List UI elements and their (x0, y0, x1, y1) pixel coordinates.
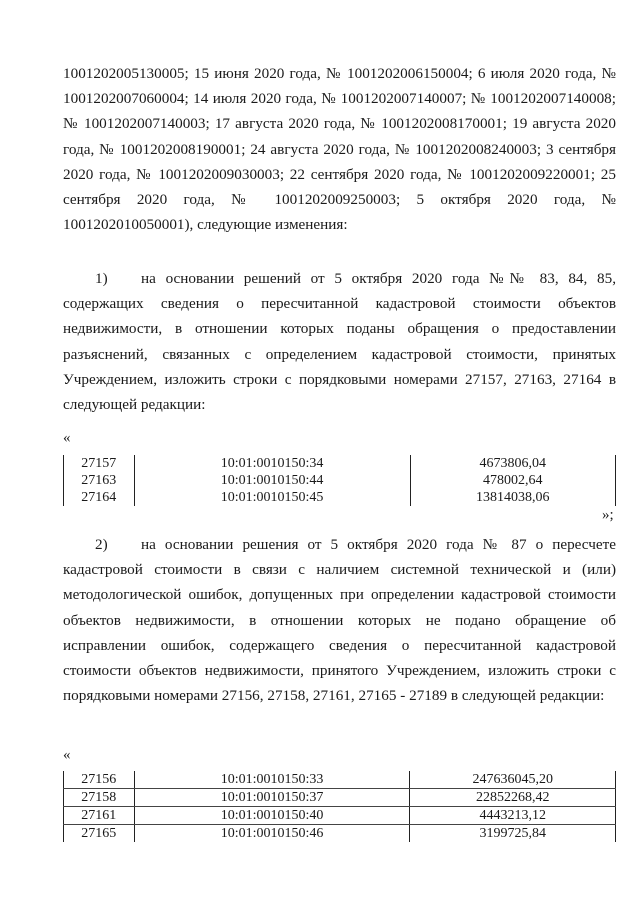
cadastral-number: 10:01:0010150:34 (134, 455, 410, 472)
table-row (64, 455, 616, 472)
item-2-number: 2) (95, 536, 108, 553)
table-row (64, 807, 616, 825)
item-1-paragraph (63, 266, 616, 417)
cadastral-value: 3199725,84 (410, 825, 616, 843)
row-number: 27165 (64, 825, 135, 843)
cadastral-table-2 (63, 771, 616, 842)
item-1-number: 1) (95, 270, 108, 287)
table-row (64, 489, 616, 506)
cadastral-value: 478002,64 (410, 472, 615, 489)
cadastral-number: 10:01:0010150:46 (134, 825, 410, 843)
cadastral-number: 10:01:0010150:37 (134, 789, 410, 807)
item-2-paragraph (63, 532, 616, 708)
opening-quote-1: « (63, 430, 71, 446)
cadastral-number: 10:01:0010150:40 (134, 807, 410, 825)
table-row (64, 789, 616, 807)
row-number: 27157 (64, 455, 135, 472)
cadastral-number: 10:01:0010150:44 (134, 472, 410, 489)
intro-paragraph: 1001202005130005; 15 июня 2020 года, № 1001202006150004; 6 июля 2020 года, № 1001202007060004; 14 июля 2020 года, № 1001202007140007; № 1001202007140008; № 1001202007140003; 17 августа 2020 года, № 1001202008170001; 19 августа 2020 года, № 1001202008190001; 24 августа 2020 года, № 1001202008240003; 3 сентября 2020 года, № 1001202009030003; 22 сентября 2020 года, № 1001202009220001; 25 сентября 2020 года, № 1001202009250003; 5 октября 2020 года, № 1001202010050001), следующие изменения: (63, 65, 616, 234)
opening-quote-2: « (63, 747, 71, 763)
cadastral-value: 22852268,42 (410, 789, 616, 807)
table-row (64, 825, 616, 843)
cadastral-number: 10:01:0010150:33 (134, 771, 410, 789)
row-number: 27158 (64, 789, 135, 807)
item-2-text: на основании решения от 5 октября 2020 года № 87 о пересчете кадастровой стоимости в связи с наличием системной технической и (или) методологической ошибок, допущенных при определении кадастровой стоимости объектов недвижимости, в отношении которых не подано обращение об исправлении ошибок, содержащего сведения о пересчитанной кадастровой стоимости объектов недвижимости, принятого Учреждением, изложить строки с порядковыми номерами 27156, 27158, 27161, 27165 - 27189 в следующей редакции: (63, 536, 616, 705)
row-number: 27156 (64, 771, 135, 789)
cadastral-number: 10:01:0010150:45 (134, 489, 410, 506)
row-number: 27163 (64, 472, 135, 489)
item-1-text: на основании решений от 5 октября 2020 года №№ 83, 84, 85, содержащих сведения о пересчитанной кадастровой стоимости объектов недвижимости, в отношении которых поданы обращения о предоставлении разъяснений, связанных с определением кадастровой стоимости, принятых Учреждением, изложить строки с порядковыми номерами 27157, 27163, 27164 в следующей редакции: (63, 270, 616, 414)
cadastral-value: 247636045,20 (410, 771, 616, 789)
cadastral-table-1 (63, 455, 616, 506)
table-row (64, 771, 616, 789)
table-row (64, 472, 616, 489)
cadastral-value: 13814038,06 (410, 489, 615, 506)
row-number: 27161 (64, 807, 135, 825)
cadastral-value: 4673806,04 (410, 455, 615, 472)
closing-quote-1: »; (602, 507, 614, 523)
cadastral-value: 4443213,12 (410, 807, 616, 825)
row-number: 27164 (64, 489, 135, 506)
